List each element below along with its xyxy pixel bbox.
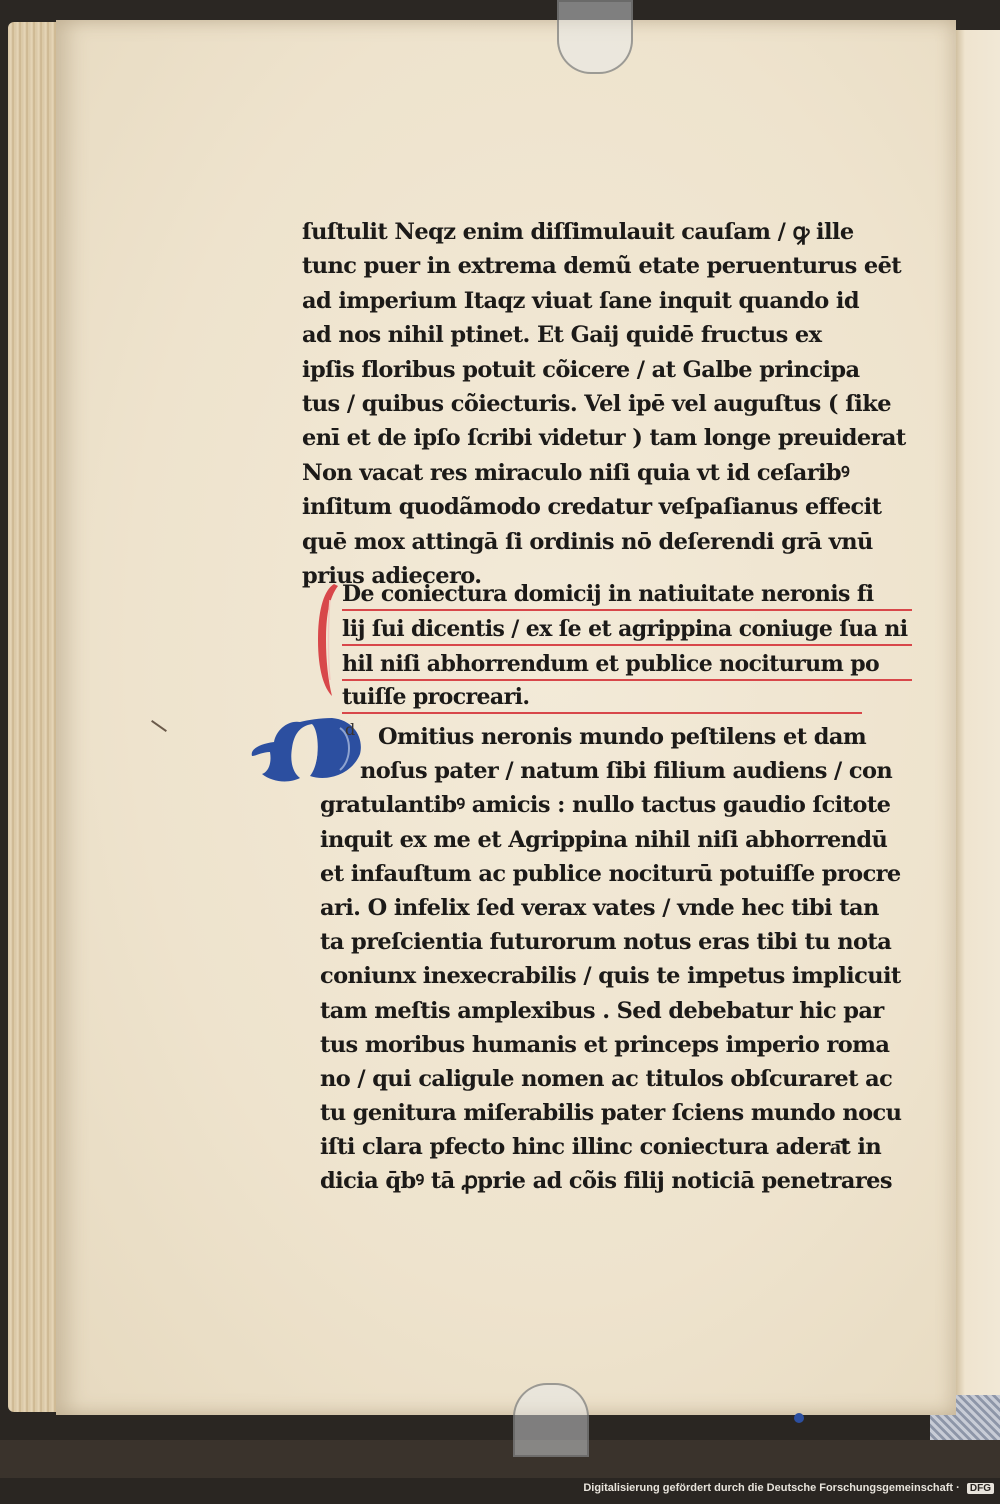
text-line: Omitius neronis mundo peſtilens et dam	[378, 724, 867, 750]
text-line: ta preſcientia futurorum notus eras tibi tu nota	[320, 929, 892, 956]
text-line: ad imperium Itaqz viuat ſane inquit quando id	[302, 287, 859, 314]
text-line: enī et de ipſo ſcribi videtur ) tam longe preuiderat	[302, 425, 906, 452]
text-line: inquit ex me et Agrippina nihil niſi abhorrendū	[320, 826, 888, 853]
blue-dot-mark	[794, 1413, 804, 1423]
credit-text: Digitalisierung gefördert durch die Deutsche Forschungsgemeinschaft	[583, 1482, 954, 1494]
text-line: ſuſtulit Neqz enim diſſimulauit cauſam / ꝙ ille	[302, 219, 854, 245]
rubric-line: hil niſi abhorrendum et publice nociturum po	[342, 651, 880, 677]
text-line: tus moribus humanis et princeps imperio roma	[320, 1031, 890, 1058]
rubric-line: lij ſui dicentis / ex ſe et agrippina coniuge ſua ni	[342, 616, 908, 642]
text-line: gratulantibꝰ amicis : nullo tactus gaudio ſcitote	[320, 792, 891, 819]
text-line: noſus pater / natum ſibi filium audiens / con	[360, 758, 893, 785]
text-line: inſitum quodãmodo credatur veſpaſianus effecit	[302, 494, 882, 521]
rubric-line: De coniectura domicij in natiuitate neronis fi	[342, 581, 874, 607]
scan-background-bottom	[0, 1440, 1000, 1480]
red-rule	[342, 644, 912, 646]
text-line: ari. O infelix ſed verax vates / vnde hec tibi tan	[320, 894, 879, 921]
chapter-text-block	[320, 720, 920, 1199]
facing-page-edge	[950, 30, 1000, 1430]
text-line: quē mox attingā ſi ordinis nō deſerendi grā vnū	[302, 528, 873, 555]
text-line: tu genitura miſerabilis pater ſciens mundo nocu	[320, 1100, 902, 1127]
text-line: Non vacat res miraculo niſi quia vt id ceſaribꝰ	[302, 459, 850, 486]
rubric-heading	[302, 579, 922, 719]
glass-clamp-bottom	[513, 1383, 589, 1457]
guide-letter: d	[345, 720, 356, 739]
text-line: ipſis floribus potuit cõicere / at Galbe principa	[302, 356, 860, 383]
dfg-logo: DFG	[967, 1483, 994, 1494]
main-text-block	[302, 215, 922, 593]
text-line: prius adiecero.	[302, 562, 482, 589]
text-line: iſti clara pfecto hinc illinc coniectura adera͞t in	[320, 1134, 882, 1161]
text-line: et infauſtum ac publice nociturū potuiſſe procre	[320, 860, 901, 887]
text-line: dicia q̄bꝰ tā ꝓprie ad cõis filij noticiā penetrares	[320, 1168, 892, 1195]
text-line: tunc puer in extrema demũ etate peruenturus eēt	[302, 253, 902, 280]
rubric-line: tuiſſe procreari.	[342, 684, 530, 710]
text-line: tam meſtis amplexibus . Sed debebatur hic par	[320, 997, 884, 1024]
red-rule	[342, 609, 912, 611]
text-line: ad nos nihil ptinet. Et Gaij quidē fructus ex	[302, 322, 822, 349]
text-line: no / qui caligule nomen ac titulos obſcuraret ac	[320, 1065, 893, 1092]
glass-clamp-top	[557, 0, 633, 74]
red-rule	[342, 679, 912, 681]
red-rule	[342, 712, 862, 714]
funding-credit: Digitalisierung gefördert durch die Deutsche Forschungsgemeinschaft · DFG	[583, 1482, 994, 1494]
text-line: tus / quibus cõiecturis. Vel ipē vel auguſtus ( ſike	[302, 390, 891, 417]
text-line: coniunx inexecrabilis / quis te impetus implicuit	[320, 963, 901, 990]
